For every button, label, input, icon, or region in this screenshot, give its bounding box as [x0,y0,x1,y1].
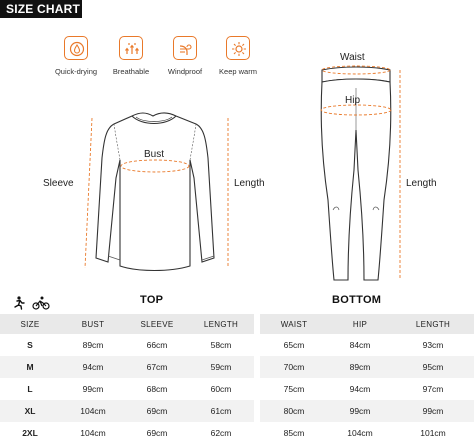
size-cell: S [27,340,33,350]
feature-windproof [155,36,215,76]
size-cell: M [0,356,60,378]
table-row [0,400,474,422]
hip-cell: 84cm [349,340,371,350]
waist-cell: 75cm [283,384,305,394]
cycling-icon [33,297,49,310]
waist-cell: 70cm [260,356,328,378]
header-bust: BUST [60,314,126,334]
quick-dry-icon [64,36,88,60]
header-top-length: LENGTH [188,314,254,334]
top-shirt-diagram [90,108,220,278]
feature-quick-drying [46,36,106,76]
top-length-cell: 60cm [210,384,232,394]
sleeve-cell: 69cm [146,428,168,438]
sleeve-label: Sleeve [43,178,74,189]
hip-cell: 89cm [328,356,392,378]
sleeve-cell: 66cm [146,340,168,350]
header-bottom-length: LENGTH [392,314,474,334]
waist-cell: 80cm [260,400,328,422]
bust-cell: 89cm [82,340,104,350]
sport-icons [12,296,52,315]
size-chart-title: SIZE CHART [0,0,82,18]
hip-cell: 104cm [347,428,373,438]
feature-label: Quick-drying [54,67,98,76]
waist-cell: 65cm [283,340,305,350]
keep-warm-icon [226,36,250,60]
top-length-cell: 62cm [210,428,232,438]
table-row [0,422,474,444]
feature-keep-warm [208,36,268,76]
size-cell: XL [0,400,60,422]
bust-cell: 99cm [82,384,104,394]
running-icon [15,296,24,309]
feature-breathable [101,36,161,76]
bust-cell: 104cm [80,428,106,438]
bust-label: Bust [144,149,165,160]
bottom-leggings-diagram [316,60,396,286]
bottom-length-cell: 99cm [392,400,474,422]
feature-label: Windproof [167,67,203,76]
table-header-row [0,314,474,334]
table-row [0,378,474,400]
top-section-heading: TOP [140,294,164,306]
sleeve-cell: 67cm [126,356,188,378]
size-cell: L [27,384,33,394]
hip-cell: 94cm [349,384,371,394]
windproof-icon [173,36,197,60]
waist-cell: 85cm [283,428,305,438]
header-hip: HIP [328,314,392,334]
sleeve-measure-line [82,116,96,272]
bottom-length-cell: 93cm [422,340,444,350]
size-cell: 2XL [22,428,38,438]
bottom-section-heading: BOTTOM [332,294,382,306]
table-row [0,356,474,378]
header-waist: WAIST [260,314,328,334]
top-length-cell: 59cm [188,356,254,378]
bottom-length-measure-line [396,68,404,284]
bust-cell: 104cm [60,400,126,422]
bottom-length-cell: 95cm [392,356,474,378]
feature-label: Breathable [112,67,150,76]
bust-cell: 94cm [60,356,126,378]
hip-label: Hip [345,95,361,106]
header-sleeve: SLEEVE [126,314,188,334]
table-row [0,334,474,356]
breathable-icon [119,36,143,60]
bottom-length-cell: 97cm [422,384,444,394]
top-length-cell: 58cm [210,340,232,350]
top-length-measure-line [224,116,232,272]
header-size: SIZE [0,314,60,334]
bottom-length-label: Length [406,178,437,189]
bottom-length-cell: 101cm [420,428,446,438]
feature-list [46,36,260,82]
waist-label: Waist [340,52,365,63]
hip-cell: 99cm [328,400,392,422]
top-length-cell: 61cm [188,400,254,422]
feature-label: Keep warm [219,67,257,76]
size-table [0,314,474,444]
sleeve-cell: 68cm [146,384,168,394]
top-length-label: Length [234,178,265,189]
sleeve-cell: 69cm [126,400,188,422]
